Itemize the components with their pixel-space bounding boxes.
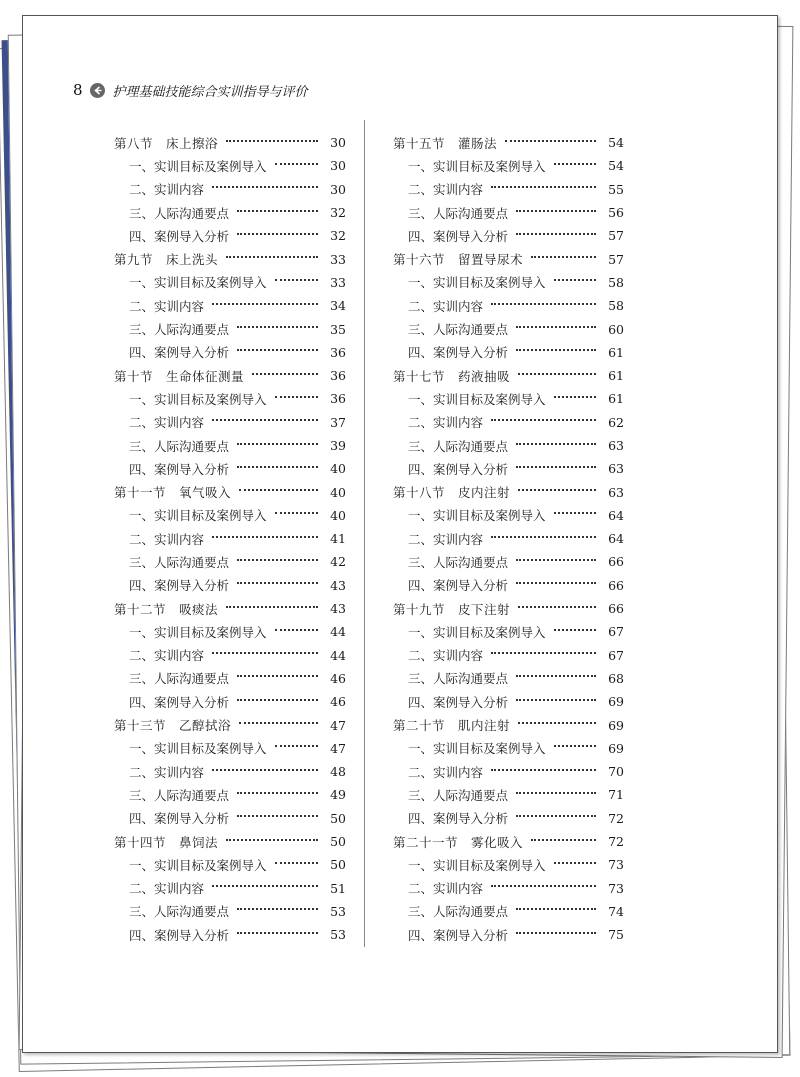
dot-leader	[237, 792, 318, 794]
toc-page-number: 33	[330, 251, 346, 267]
dot-leader	[275, 629, 318, 631]
toc-page-number: 37	[330, 414, 346, 430]
toc-page-number: 47	[330, 740, 346, 756]
toc-entry-label: 四、案例导入分析	[129, 694, 230, 710]
toc-entry-label: 二、实训内容	[129, 415, 205, 431]
toc-entry-label: 一、实训目标及案例导入	[129, 391, 267, 407]
toc-page-number: 62	[608, 414, 624, 430]
toc-entry-label: 四、案例导入分析	[408, 461, 509, 477]
toc-page-number: 35	[330, 321, 346, 337]
dot-leader	[237, 582, 318, 584]
toc-entry-label: 三、人际沟通要点	[129, 205, 230, 221]
dot-leader	[531, 839, 596, 841]
toc-page-number: 68	[608, 670, 624, 686]
toc-entry-label: 四、案例导入分析	[129, 578, 230, 594]
dot-leader	[491, 419, 596, 421]
toc-page-number: 69	[608, 717, 624, 733]
toc-page-number: 43	[330, 601, 346, 617]
toc-entry-label: 二、实训内容	[129, 531, 205, 547]
toc-page-number: 46	[330, 694, 346, 710]
dot-leader	[516, 210, 596, 212]
toc-subentry	[114, 504, 346, 527]
dot-leader	[491, 186, 596, 188]
toc-entry-label: 第九节 床上洗头	[114, 252, 219, 268]
toc-entry-label: 四、案例导入分析	[408, 578, 509, 594]
toc-subentry	[114, 550, 346, 573]
toc-entry-label: 四、案例导入分析	[129, 811, 230, 827]
toc-entry-label: 一、实训目标及案例导入	[408, 857, 546, 873]
toc-entry-label: 第十节 生命体征测量	[114, 368, 245, 384]
toc-entry-label: 四、案例导入分析	[129, 461, 230, 477]
toc-entry-label: 二、实训内容	[129, 298, 205, 314]
dot-leader	[237, 349, 318, 351]
dot-leader	[252, 373, 318, 375]
toc-page-number: 43	[330, 577, 346, 593]
toc-entry-label: 三、人际沟通要点	[129, 322, 230, 338]
toc-section-entry	[393, 830, 624, 853]
toc-entry-label: 一、实训目标及案例导入	[408, 275, 546, 291]
toc-page-number: 64	[608, 507, 624, 523]
toc-section-entry	[114, 830, 346, 853]
toc-subentry	[393, 317, 624, 340]
toc-page-number: 36	[330, 344, 346, 360]
toc-page-number: 57	[608, 228, 624, 244]
toc-page-number: 66	[608, 554, 624, 570]
toc-page-number: 40	[330, 484, 346, 500]
dot-leader	[516, 443, 596, 445]
toc-subentry	[114, 900, 346, 923]
toc-subentry	[393, 294, 624, 317]
toc-entry-label: 第十三节 乙醇拭浴	[114, 718, 232, 734]
dot-leader	[275, 279, 318, 281]
dot-leader	[237, 908, 318, 910]
toc-subentry	[393, 434, 624, 457]
toc-column-right	[393, 131, 624, 946]
toc-entry-label: 一、实训目标及案例导入	[129, 158, 267, 174]
toc-entry-label: 四、案例导入分析	[408, 927, 509, 943]
toc-subentry	[114, 574, 346, 597]
toc-page-number: 72	[608, 810, 624, 826]
toc-entry-label: 二、实训内容	[129, 764, 205, 780]
toc-page-number: 60	[608, 321, 624, 337]
toc-entry-label: 二、实训内容	[408, 881, 484, 897]
dot-leader	[275, 396, 318, 398]
toc-entry-label: 二、实训内容	[408, 764, 484, 780]
toc-page-number: 46	[330, 670, 346, 686]
toc-subentry	[114, 224, 346, 247]
dot-leader	[275, 745, 318, 747]
toc-subentry	[114, 620, 346, 643]
toc-subentry	[393, 457, 624, 480]
toc-entry-label: 三、人际沟通要点	[408, 322, 509, 338]
toc-subentry	[393, 504, 624, 527]
toc-subentry	[114, 387, 346, 410]
toc-page-number: 61	[608, 368, 624, 384]
toc-entry-label: 第十四节 鼻饲法	[114, 834, 219, 850]
toc-section-entry	[393, 364, 624, 387]
toc-subentry	[393, 411, 624, 434]
toc-subentry	[114, 294, 346, 317]
toc-entry-label: 一、实训目标及案例导入	[129, 741, 267, 757]
toc-subentry	[393, 923, 624, 946]
toc-section-entry	[393, 480, 624, 503]
dot-leader	[516, 699, 596, 701]
toc-entry-label: 一、实训目标及案例导入	[408, 508, 546, 524]
dot-leader	[516, 932, 596, 934]
toc-subentry	[393, 271, 624, 294]
dot-leader	[237, 815, 318, 817]
toc-entry-label: 三、人际沟通要点	[129, 438, 230, 454]
dot-leader	[237, 443, 318, 445]
dot-leader	[554, 163, 596, 165]
toc-page-number: 51	[330, 880, 346, 896]
toc-entry-label: 四、案例导入分析	[408, 228, 509, 244]
toc-entry-label: 一、实训目标及案例导入	[408, 741, 546, 757]
toc-page-number: 39	[330, 438, 346, 453]
dot-leader	[554, 629, 596, 631]
dot-leader	[226, 256, 318, 258]
dot-leader	[516, 908, 596, 910]
book-title: 护理基础技能综合实训指导与评价	[112, 84, 308, 100]
toc-page-number: 30	[330, 181, 346, 197]
toc-page-number: 33	[330, 274, 346, 290]
toc-subentry	[114, 644, 346, 667]
toc-subentry	[393, 527, 624, 550]
dot-leader	[491, 303, 596, 305]
dot-leader	[518, 373, 596, 375]
toc-subentry	[114, 527, 346, 550]
toc-entry-label: 四、案例导入分析	[408, 694, 509, 710]
toc-section-entry	[114, 480, 346, 503]
toc-entry-label: 四、案例导入分析	[129, 345, 230, 361]
toc-entry-label: 一、实训目标及案例导入	[129, 275, 267, 291]
toc-page-number: 36	[330, 368, 346, 384]
toc-entry-label: 四、案例导入分析	[408, 345, 509, 361]
toc-page-number: 67	[608, 624, 624, 640]
toc-entry-label: 第十八节 皮内注射	[393, 485, 511, 501]
toc-subentry	[393, 387, 624, 410]
toc-entry-label: 二、实训内容	[129, 881, 205, 897]
dot-leader	[237, 326, 318, 328]
dot-leader	[275, 862, 318, 864]
toc-subentry	[114, 411, 346, 434]
toc-subentry	[114, 434, 346, 457]
toc-subentry	[114, 317, 346, 340]
arrow-left-icon	[90, 83, 105, 98]
toc-page-number: 74	[608, 903, 624, 919]
toc-entry-label: 一、实训目标及案例导入	[129, 857, 267, 873]
dot-leader	[237, 675, 318, 677]
toc-page-number: 73	[608, 857, 624, 873]
dot-leader	[554, 745, 596, 747]
toc-page-number: 44	[330, 647, 346, 663]
toc-subentry	[114, 760, 346, 783]
toc-page-number: 34	[330, 298, 346, 314]
toc-page-number: 36	[330, 391, 346, 407]
toc-page-number: 40	[330, 507, 346, 523]
toc-page-number: 70	[608, 764, 624, 780]
toc-subentry	[114, 271, 346, 294]
toc-section-entry	[114, 713, 346, 736]
dot-leader	[212, 419, 318, 421]
toc-entry-label: 四、案例导入分析	[408, 811, 509, 827]
toc-page-number: 50	[330, 857, 346, 873]
toc-entry-label: 一、实训目标及案例导入	[408, 158, 546, 174]
toc-subentry	[393, 807, 624, 830]
toc-page-number: 49	[330, 787, 346, 803]
toc-subentry	[393, 900, 624, 923]
toc-subentry	[114, 178, 346, 201]
dot-leader	[226, 606, 318, 608]
toc-entry-label: 一、实训目标及案例导入	[408, 391, 546, 407]
dot-leader	[554, 862, 596, 864]
dot-leader	[516, 326, 596, 328]
dot-leader	[554, 279, 596, 281]
toc-subentry	[393, 574, 624, 597]
toc-entry-label: 一、实训目标及案例导入	[408, 624, 546, 640]
toc-subentry	[114, 783, 346, 806]
toc-entry-label: 二、实训内容	[408, 182, 484, 198]
dot-leader	[554, 512, 596, 514]
toc-page-number: 53	[330, 927, 346, 943]
toc-entry-label: 三、人际沟通要点	[129, 787, 230, 803]
toc-page-number: 64	[608, 531, 624, 547]
dot-leader	[518, 606, 596, 608]
toc-page-number: 54	[608, 158, 624, 174]
dot-leader	[212, 536, 318, 538]
toc-subentry	[393, 690, 624, 713]
toc-section-entry	[114, 131, 346, 154]
toc-page-number: 69	[608, 694, 624, 710]
dot-leader	[237, 233, 318, 235]
toc-page-number: 54	[608, 135, 624, 151]
dot-leader	[554, 396, 596, 398]
toc-page-number: 40	[330, 461, 346, 477]
toc-page-number: 75	[608, 927, 624, 943]
dot-leader	[212, 769, 318, 771]
toc-subentry	[393, 620, 624, 643]
toc-entry-label: 三、人际沟通要点	[129, 671, 230, 687]
toc-page-number: 67	[608, 647, 624, 663]
dot-leader	[516, 792, 596, 794]
toc-entry-label: 三、人际沟通要点	[129, 554, 230, 570]
toc-subentry	[114, 201, 346, 224]
toc-entry-label: 三、人际沟通要点	[408, 671, 509, 687]
toc-subentry	[393, 341, 624, 364]
toc-page-number: 56	[608, 205, 624, 221]
toc-entry-label: 四、案例导入分析	[129, 927, 230, 943]
toc-subentry	[393, 783, 624, 806]
toc-entry-label: 二、实训内容	[408, 415, 484, 431]
toc-page-number: 30	[330, 158, 346, 174]
toc-page-number: 58	[608, 274, 624, 290]
toc-entry-label: 第二十一节 雾化吸入	[393, 834, 524, 850]
toc-subentry	[393, 853, 624, 876]
toc-page-number: 72	[608, 834, 624, 850]
toc-subentry	[393, 760, 624, 783]
toc-page-number: 48	[330, 764, 346, 780]
page-number: 8	[73, 81, 83, 99]
toc-subentry	[114, 341, 346, 364]
toc-page-number: 50	[330, 834, 346, 850]
toc-page-number: 63	[608, 461, 624, 477]
toc-entry-label: 三、人际沟通要点	[408, 205, 509, 221]
toc-entry-label: 三、人际沟通要点	[408, 554, 509, 570]
toc-subentry	[393, 877, 624, 900]
dot-leader	[491, 652, 596, 654]
dot-leader	[491, 536, 596, 538]
toc-entry-label: 三、人际沟通要点	[408, 438, 509, 454]
toc-page-number: 66	[608, 601, 624, 617]
toc-page-number: 47	[330, 717, 346, 733]
dot-leader	[275, 163, 318, 165]
toc-entry-label: 二、实训内容	[408, 531, 484, 547]
toc-entry-label: 第十一节 氧气吸入	[114, 485, 232, 501]
toc-page-number: 58	[608, 298, 624, 314]
dot-leader	[237, 210, 318, 212]
dot-leader	[516, 349, 596, 351]
dot-leader	[518, 722, 596, 724]
toc-entry-label: 一、实训目标及案例导入	[129, 624, 267, 640]
toc-subentry	[114, 737, 346, 760]
toc-section-entry	[114, 597, 346, 620]
toc-page-number: 71	[608, 787, 624, 803]
toc-entry-label: 四、案例导入分析	[129, 228, 230, 244]
toc-page-number: 32	[330, 228, 346, 244]
toc-page-number: 61	[608, 344, 624, 360]
toc-subentry	[114, 154, 346, 177]
toc-entry-label: 第十九节 皮下注射	[393, 601, 511, 617]
toc-page-number: 69	[608, 740, 624, 756]
toc-entry-label: 第二十节 肌内注射	[393, 718, 511, 734]
toc-section-entry	[393, 247, 624, 270]
toc-page-number: 61	[608, 391, 624, 407]
toc-entry-label: 第十二节 吸痰法	[114, 601, 219, 617]
toc-subentry	[114, 667, 346, 690]
toc-subentry	[114, 877, 346, 900]
dot-leader	[239, 722, 318, 724]
toc-column-left	[114, 131, 346, 946]
toc-entry-label: 第十五节 灌肠法	[393, 135, 498, 151]
toc-page-number: 63	[608, 484, 624, 500]
toc-page-number: 44	[330, 624, 346, 640]
toc-entry-label: 第八节 床上擦浴	[114, 135, 219, 151]
toc-section-entry	[393, 131, 624, 154]
toc-entry-label: 三、人际沟通要点	[408, 787, 509, 803]
dot-leader	[518, 489, 596, 491]
dot-leader	[237, 699, 318, 701]
dot-leader	[212, 652, 318, 654]
toc-entry-label: 三、人际沟通要点	[129, 904, 230, 920]
dot-leader	[516, 466, 596, 468]
dot-leader	[491, 885, 596, 887]
toc-entry-label: 三、人际沟通要点	[408, 904, 509, 920]
dot-leader	[516, 582, 596, 584]
toc-page-number: 63	[608, 438, 624, 453]
toc-entry-label: 一、实训目标及案例导入	[129, 508, 267, 524]
toc-subentry	[393, 154, 624, 177]
dot-leader	[491, 769, 596, 771]
toc-subentry	[114, 690, 346, 713]
toc-subentry	[114, 807, 346, 830]
dot-leader	[516, 815, 596, 817]
dot-leader	[275, 512, 318, 514]
dot-leader	[237, 932, 318, 934]
dot-leader	[212, 186, 318, 188]
dot-leader	[239, 489, 318, 491]
toc-section-entry	[393, 597, 624, 620]
dot-leader	[226, 140, 318, 142]
toc-entry-label: 二、实训内容	[408, 298, 484, 314]
dot-leader	[212, 885, 318, 887]
dot-leader	[237, 559, 318, 561]
toc-subentry	[393, 644, 624, 667]
toc-section-entry	[393, 713, 624, 736]
dot-leader	[237, 466, 318, 468]
toc-subentry	[393, 667, 624, 690]
toc-subentry	[114, 923, 346, 946]
toc-section-entry	[114, 364, 346, 387]
toc-page-number: 55	[608, 181, 624, 197]
toc-subentry	[114, 853, 346, 876]
dot-leader	[212, 303, 318, 305]
toc-subentry	[393, 737, 624, 760]
toc-entry-label: 二、实训内容	[129, 648, 205, 664]
toc-section-entry	[114, 247, 346, 270]
toc-page-number: 73	[608, 880, 624, 896]
toc-page-number: 50	[330, 810, 346, 826]
toc-page-number: 32	[330, 205, 346, 221]
toc-page-number: 42	[330, 554, 346, 570]
toc-subentry	[393, 178, 624, 201]
toc-entry-label: 二、实训内容	[129, 182, 205, 198]
toc-subentry	[393, 224, 624, 247]
toc-subentry	[114, 457, 346, 480]
toc-page-number: 53	[330, 903, 346, 919]
toc-subentry	[393, 201, 624, 224]
dot-leader	[516, 233, 596, 235]
toc-subentry	[393, 550, 624, 573]
toc-page-number: 41	[330, 531, 346, 547]
toc-entry-label: 二、实训内容	[408, 648, 484, 664]
column-divider	[364, 120, 365, 947]
toc-entry-label: 第十七节 药液抽吸	[393, 368, 511, 384]
dot-leader	[531, 256, 596, 258]
toc-page-number: 57	[608, 251, 624, 267]
toc-entry-label: 第十六节 留置导尿术	[393, 252, 524, 268]
running-header	[73, 80, 308, 100]
dot-leader	[505, 140, 596, 142]
toc-page-number: 66	[608, 577, 624, 593]
dot-leader	[226, 839, 318, 841]
dot-leader	[516, 675, 596, 677]
toc-page-number: 30	[330, 135, 346, 151]
dot-leader	[516, 559, 596, 561]
